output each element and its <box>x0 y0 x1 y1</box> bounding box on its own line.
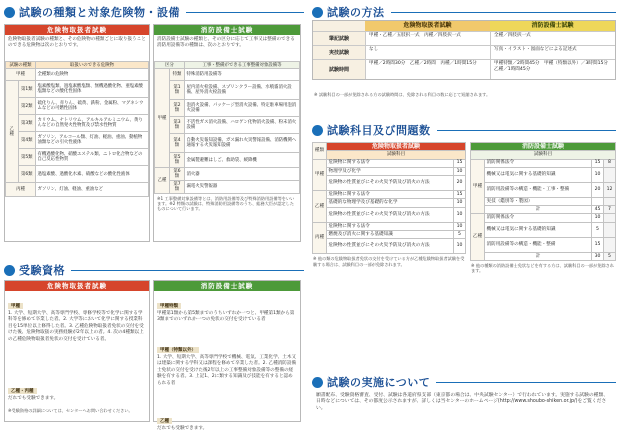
koushu-group-cell: 甲種 <box>155 69 170 168</box>
section-title-method <box>312 4 616 20</box>
items-cell: 屋内消火栓設備、スプリンクラー設備、水噴霧消火設備、屋外消火栓設備 <box>185 81 300 100</box>
section-title-subjects <box>312 122 616 138</box>
section-title-qualification <box>4 262 304 278</box>
subject-cell: 実技（鑑別等・製図） <box>485 197 592 205</box>
subjects-header: 消防設備士試験 <box>471 143 616 151</box>
method-row-label: 筆記試験 <box>313 32 365 45</box>
type-cell: 丙種 <box>6 183 36 197</box>
section-bullet-icon <box>312 7 323 18</box>
subject-cell: 消防用設備等の構造・機能・整備 <box>485 237 592 252</box>
subjects-kiken-notes: ※ 他の類の危険物取扱者免状の交付を受けている方が乙種危険物取扱者試験を受験する場合は、試験科目の一部が免除されます。 <box>313 256 465 267</box>
class-cell: 特類 <box>170 69 185 81</box>
subject-cell: 危険物に関する法令 <box>327 159 454 167</box>
type-cell: 第5類 <box>18 149 36 166</box>
right-column <box>312 0 616 137</box>
class-cell: 第7類 <box>170 181 185 194</box>
subject-cell: 危険物に関する法令 <box>327 222 454 230</box>
type-cell: 乙種 <box>313 191 327 223</box>
method-kiken-cell: なし <box>365 46 490 59</box>
items-cell: 金属製避難はしご、救助袋、緩降機 <box>185 153 300 168</box>
class-cell: 第3類 <box>170 117 185 134</box>
subjects-shobo-panel <box>470 142 616 275</box>
count-cell <box>604 167 616 182</box>
otsu-text: だれでも受験できます。 <box>157 426 208 431</box>
subject-cell: 機械又は電気に関する基礎的知識 <box>485 167 592 182</box>
section-title-text: 試験の種類と対象危険物・設備 <box>19 6 180 19</box>
types-shobo-panel <box>153 24 301 242</box>
qualification-body <box>5 291 149 415</box>
implementation-text: 願書配布、受験資格審査、受付、試験は各道府県支部（東京都の場合は、中央試験センター）で行われています。実施する試験の種類、日時などについては、その都度公示されますが、詳しくは当センターのホームページ(http://www.shoubo-shiken.or.jp/)をご覧ください。 <box>316 393 609 411</box>
subject-cell: 基礎的な物理学及び基礎的な化学 <box>327 199 454 207</box>
subject-cell: 危険物に関する法令 <box>327 191 454 199</box>
type-cell: 甲種 <box>6 69 36 81</box>
count-cell: 5 <box>454 231 466 239</box>
count-cell: 10 <box>454 199 466 207</box>
class-cell: 第1類 <box>170 81 185 100</box>
count-cell: 12 <box>604 182 616 197</box>
items-cell: ガソリン、灯油、軽油、重油など <box>36 183 149 197</box>
type-cell: 甲種 <box>471 159 485 214</box>
items-cell: カリウム、ナトリウム、アルキルアルミニウム、黄りんなどの自然発火性物質及び禁水性物質 <box>36 115 149 132</box>
items-cell: 全種類の危険物 <box>36 69 149 81</box>
panel-intro: 消防設備士試験の種類と、その区分に応じて工事又は整備のできる消防用設備等の種類は、次のとおりです。 <box>157 37 295 48</box>
count-cell: 7 <box>604 206 616 214</box>
items-cell: 塩素酸塩類、過塩素酸塩類、無機過酸化物、亜塩素酸塩類などの酸化性固体 <box>36 81 149 98</box>
subject-cell: 消防用設備等の構造・機能・工事・整備 <box>485 182 592 197</box>
col-header-items: 取扱いのできる危険物 <box>36 62 149 69</box>
section-rule <box>436 382 616 383</box>
col-header-items: 工事・整備ができる工事整備対象設備等 <box>185 62 300 69</box>
subjects-shobo-notes: ※ 他の種類の消防設備士免状などを有する方は、試験科目の一部が免除されます。 <box>471 263 615 274</box>
method-shobo-cell: 甲種特類／2時間45分 甲種（特類以外）／3時間15分 乙種／1時間45分 <box>490 60 615 79</box>
items-cell: 有機過酸化物、硝酸エステル類、ニトロ化合物などの自己反応性物質 <box>36 149 149 166</box>
count-cell: 45 <box>592 206 604 214</box>
left-column <box>4 0 304 20</box>
section-title-text: 試験の方法 <box>327 6 385 19</box>
count-cell: 20 <box>454 176 466 191</box>
col-header-class: 区分 <box>155 62 185 69</box>
count-cell: 20 <box>592 182 604 197</box>
count-cell: 10 <box>592 167 604 182</box>
type-cell: 丙種 <box>313 222 327 254</box>
subject-cell: 燃焼及び消火に関する基礎知識 <box>327 231 454 239</box>
panel-header: 危険物取扱者試験 <box>5 25 149 35</box>
class-cell: 第5類 <box>170 153 185 168</box>
count-cell <box>592 197 604 205</box>
subjects-kiken-panel <box>312 142 466 269</box>
kou-text: 1. 大学、短期大学、高等専門学校、専修学校等で化学に関する学科等を修めて卒業した者。2. 大学等において化学に関する授業科目を15単位以上修得した者。3. 乙種危険物取扱者免状の交付を受けた後、危険物取扱の実務経験が2年以上の者。4. 次の4種類以上の乙種危険物取扱者免状の交付を受けている者。 <box>8 311 144 342</box>
section-rule <box>71 270 304 271</box>
type-cell: 第3類 <box>18 115 36 132</box>
subjects-header: 危険物取扱者試験 <box>327 143 466 151</box>
method-row-label: 試験時間 <box>313 60 365 79</box>
type-cell: 乙種 <box>471 214 485 261</box>
otsu-label: 乙種 <box>157 418 172 424</box>
method-row <box>313 31 615 45</box>
subject-cell: 消防関係法令 <box>485 214 592 222</box>
count-cell: 10 <box>592 214 604 222</box>
qualification-kiken-panel <box>4 280 150 422</box>
class-cell: 第6類 <box>170 168 185 181</box>
col-header-type: 種類 <box>313 143 327 160</box>
section-rule <box>186 12 304 13</box>
method-shobo-cell: 写真・イラスト・図面などによる記述式 <box>490 46 615 59</box>
count-cell: 15 <box>592 159 604 167</box>
type-cell: 第2類 <box>18 98 36 115</box>
method-row <box>313 59 615 79</box>
section-bullet-icon <box>4 7 15 18</box>
type-cell: 甲種 <box>313 159 327 191</box>
count-cell: 10 <box>454 207 466 222</box>
items-cell: 消火器 <box>185 168 300 181</box>
count-cell <box>604 222 616 237</box>
method-header-kiken: 危険物取扱者試験 <box>365 21 490 31</box>
method-header-shobo: 消防設備士試験 <box>490 21 615 31</box>
qualification-shobo-panel <box>153 280 301 431</box>
panel-notes: ※1 工事整備対象設備等とは、消防用設備等及び特殊消防用設備等をいいます。※2 特類の試験は、特殊消防用設備等のうち、総務大臣が認定したものについて行います。 <box>157 196 295 212</box>
count-cell: 15 <box>454 159 466 167</box>
panel-header: 消防設備士試験 <box>154 25 300 35</box>
section-rule <box>391 12 617 13</box>
subject-cell: 計 <box>485 252 592 260</box>
count-cell: 15 <box>454 191 466 199</box>
count-cell: 10 <box>454 222 466 230</box>
panel-header: 消防設備士試験 <box>154 281 300 291</box>
items-cell: 自動火災報知設備、ガス漏れ火災警報設備、消防機関へ通報する火災報知設備 <box>185 134 300 153</box>
otsu-text: だれでも受験できます。 <box>8 396 59 401</box>
section-title-implementation <box>312 374 616 390</box>
subject-cell: 消防関係法令 <box>485 159 592 167</box>
method-shobo-cell: 全種／四肢択一式 <box>490 32 615 45</box>
count-cell: 8 <box>604 159 616 167</box>
panel-intro: 危険物取扱者試験の種類と、その危険物の種類ごとに取り扱うことのできる危険物は次のとおりです。 <box>8 37 146 48</box>
section-qualification <box>4 258 304 278</box>
count-cell: 10 <box>454 239 466 254</box>
method-row <box>313 45 615 59</box>
otsu-group-cell: 乙種 <box>6 81 19 183</box>
kiken-types-table <box>5 61 149 197</box>
section-bullet-icon <box>4 265 15 276</box>
items-cell: 過塩素酸、過酸化水素、硝酸などの酸化性液体 <box>36 166 149 183</box>
count-cell: 5 <box>604 252 616 260</box>
method-header-row <box>313 21 615 31</box>
method-notes: ※ 試験科目の一部が免除される方の試験時間は、免除される科目の数に応じて短縮されます。 <box>314 92 491 97</box>
count-cell <box>604 237 616 252</box>
section-implementation <box>312 370 616 412</box>
col-header-type: 試験の種類 <box>6 62 36 69</box>
count-cell: 15 <box>592 237 604 252</box>
qualification-foot: ※受験資格の詳細については、センターへお問い合わせください。 <box>8 408 133 414</box>
items-cell: 硫化りん、赤りん、硫黄、鉄粉、金属粉、マグネシウムなどの可燃性固体 <box>36 98 149 115</box>
count-cell <box>604 214 616 222</box>
section-rule <box>437 130 617 131</box>
type-cell: 第6類 <box>18 166 36 183</box>
subjects-shobo-table <box>470 142 616 261</box>
items-cell: ガソリン、アルコール類、灯油、軽油、重油、動植物油類などの引火性液体 <box>36 132 149 149</box>
kou-text: 1. 大学、短期大学、高等専門学校で機械、電気、工業化学、土木又は建築に関する学科又は課程を修めて卒業した者。2. 乙種消防設備士免状の交付を受けた後2年以上の工事整備対象設備等の整備の経験を有する者。3. 上記1、2に類する知識及び技能を有すると認められる者 <box>157 355 297 386</box>
qualification-body <box>154 291 300 433</box>
shobo-types-table <box>154 61 300 194</box>
section-title-text: 試験科目及び問題数 <box>327 124 431 137</box>
subject-cell: 機械又は電気に関する基礎的知識 <box>485 222 592 237</box>
method-header-blank <box>313 21 365 31</box>
subject-cell: 危険物の性質並びにその火災予防及び消火の方法 <box>327 176 454 191</box>
subject-cell: 計 <box>485 206 592 214</box>
subjects-kiken-table <box>312 142 466 254</box>
count-cell: 30 <box>592 252 604 260</box>
types-kiken-panel <box>4 24 150 242</box>
toku-label: 甲種特類 <box>157 303 181 309</box>
kou-label: 甲種（特類以外） <box>157 347 199 353</box>
method-kiken-cell: 甲種／2時間30分 乙種／2時間 丙種／1時間15分 <box>365 60 490 79</box>
count-cell: 5 <box>592 222 604 237</box>
subject-cell: 物理学及び化学 <box>327 167 454 175</box>
otsushu-group-cell: 乙種 <box>155 168 170 194</box>
section-title-text: 試験の実施について <box>327 376 431 389</box>
items-cell: 泡消火設備、パッケージ型消火設備、特定駐車場用泡消火設備 <box>185 100 300 117</box>
col-header-subject: 試験科目 <box>327 151 466 159</box>
class-cell: 第2類 <box>170 100 185 117</box>
subject-cell: 危険物の性質並びにその火災予防及び消火の方法 <box>327 239 454 254</box>
section-bullet-icon <box>312 377 323 388</box>
method-table <box>312 20 616 80</box>
method-row-label: 実技試験 <box>313 46 365 59</box>
method-kiken-cell: 甲種・乙種／五肢択一式 丙種／四肢択一式 <box>365 32 490 45</box>
col-header-subject: 試験科目 <box>471 151 616 159</box>
type-cell: 第1類 <box>18 81 36 98</box>
class-cell: 第4類 <box>170 134 185 153</box>
panel-header: 危険物取扱者試験 <box>5 281 149 291</box>
kou-label: 甲種 <box>8 303 23 309</box>
count-cell <box>604 197 616 205</box>
section-bullet-icon <box>312 125 323 136</box>
subject-cell: 危険物の性質並びにその火災予防及び消火の方法 <box>327 207 454 222</box>
count-cell: 10 <box>454 167 466 175</box>
items-cell: 不活性ガス消火設備、ハロゲン化物消火設備、粉末消火設備 <box>185 117 300 134</box>
section-title-types <box>4 4 304 20</box>
items-cell: 特殊消防用設備等 <box>185 69 300 81</box>
section-title-text: 受験資格 <box>19 264 65 277</box>
toku-text: 甲種第1類から第5類までのうちいずれか一つと、甲種第1類から第3類までのいずれか一つの免状の交付を受けている者 <box>157 311 295 323</box>
items-cell: 漏電火災警報器 <box>185 181 300 194</box>
type-cell: 第4類 <box>18 132 36 149</box>
otsu-label: 乙種・丙種 <box>8 388 37 394</box>
